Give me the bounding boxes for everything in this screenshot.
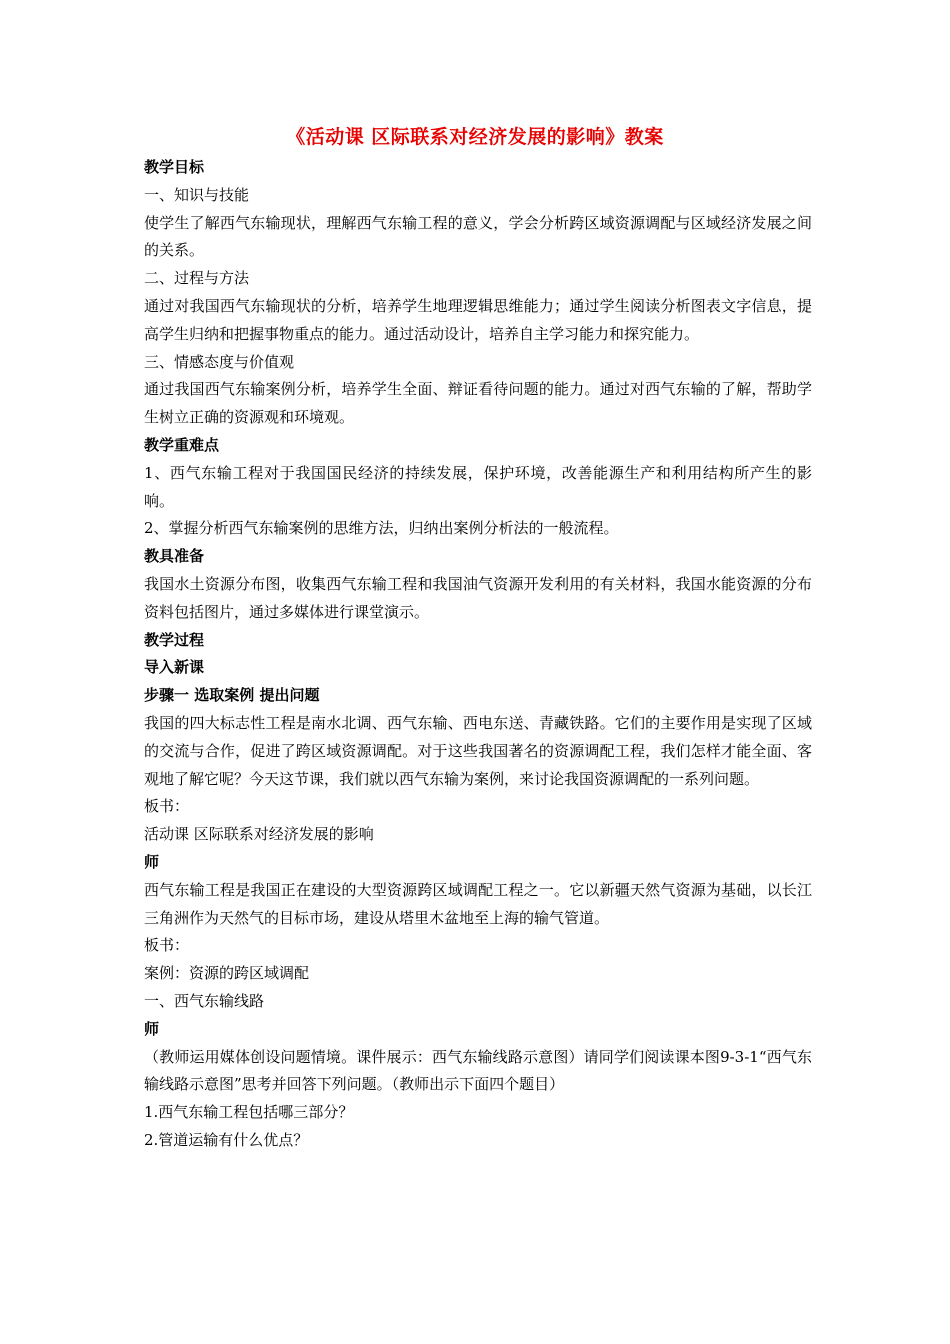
section-heading: 教学目标 xyxy=(144,158,205,176)
body-paragraph: 板书： xyxy=(144,797,190,816)
body-paragraph: 2.管道运输有什么优点？ xyxy=(144,1130,309,1149)
body-paragraph: 一、西气东输线路 xyxy=(144,991,265,1010)
body-paragraph: 板书： xyxy=(144,936,190,955)
section-heading: 师 xyxy=(144,1019,160,1038)
body-paragraph: 案例：资源的跨区域调配 xyxy=(144,964,310,983)
document-body xyxy=(144,154,812,1155)
body-paragraph: 1、西气东输工程对于我国国民经济的持续发展，保护环境，改善能源生产和利用结构所产生的影响。 xyxy=(144,463,812,510)
body-paragraph: 西气东输工程是我国正在建设的大型资源跨区域调配工程之一。它以新疆天然气资源为基础，以长江三角洲作为天然气的目标市场，建设从塔里木盆地至上海的输气管道。 xyxy=(144,880,812,927)
body-paragraph: 2、掌握分析西气东输案例的思维方法，归纳出案例分析法的一般流程。 xyxy=(144,519,619,538)
body-paragraph: 我国水土资源分布图，收集西气东输工程和我国油气资源开发利用的有关材料，我国水能资源的分布资料包括图片，通过多媒体进行课堂演示。 xyxy=(144,574,812,621)
section-heading: 导入新课 xyxy=(144,658,205,677)
body-paragraph: 通过对我国西气东输现状的分析，培养学生地理逻辑思维能力；通过学生阅读分析图表文字信息，提高学生归纳和把握事物重点的能力。通过活动设计，培养自主学习能力和探究能力。 xyxy=(144,296,812,343)
body-paragraph: 三、情感态度与价值观 xyxy=(144,352,295,371)
body-paragraph: （教师运用媒体创设问题情境。课件展示：西气东输线路示意图）请同学们阅读课本图9-3-1“西气东输线路示意图”思考并回答下列问题。（教师出示下面四个题目） xyxy=(144,1047,812,1094)
section-heading: 教学重难点 xyxy=(144,435,220,454)
section-heading: 教具准备 xyxy=(144,547,205,566)
body-paragraph: 一、知识与技能 xyxy=(144,185,250,204)
body-paragraph: 通过我国西气东输案例分析，培养学生全面、辩证看待问题的能力。通过对西气东输的了解，帮助学生树立正确的资源观和环境观。 xyxy=(144,380,812,427)
body-paragraph: 1.西气东输工程包括哪三部分？ xyxy=(144,1103,354,1122)
section-heading: 步骤一 选取案例 提出问题 xyxy=(144,686,320,705)
section-heading: 师 xyxy=(144,852,160,871)
body-paragraph: 我国的四大标志性工程是南水北调、西气东输、西电东送、青藏铁路。它们的主要作用是实现了区域的交流与合作，促进了跨区域资源调配。对于这些我国著名的资源调配工程，我们怎样才能全面、客观地了解它呢？今天这节课，我们就以西气东输为案例，来讨论我国资源调配的一系列问题。 xyxy=(144,713,812,788)
body-paragraph: 使学生了解西气东输现状，理解西气东输工程的意义，学会分析跨区域资源调配与区域经济发展之间的关系。 xyxy=(144,213,812,260)
body-paragraph: 活动课 区际联系对经济发展的影响 xyxy=(144,825,374,844)
section-heading: 教学过程 xyxy=(144,630,205,649)
body-paragraph: 二、过程与方法 xyxy=(144,269,250,288)
document-title: 《活动课 区际联系对经济发展的影响》教案 xyxy=(286,126,664,148)
